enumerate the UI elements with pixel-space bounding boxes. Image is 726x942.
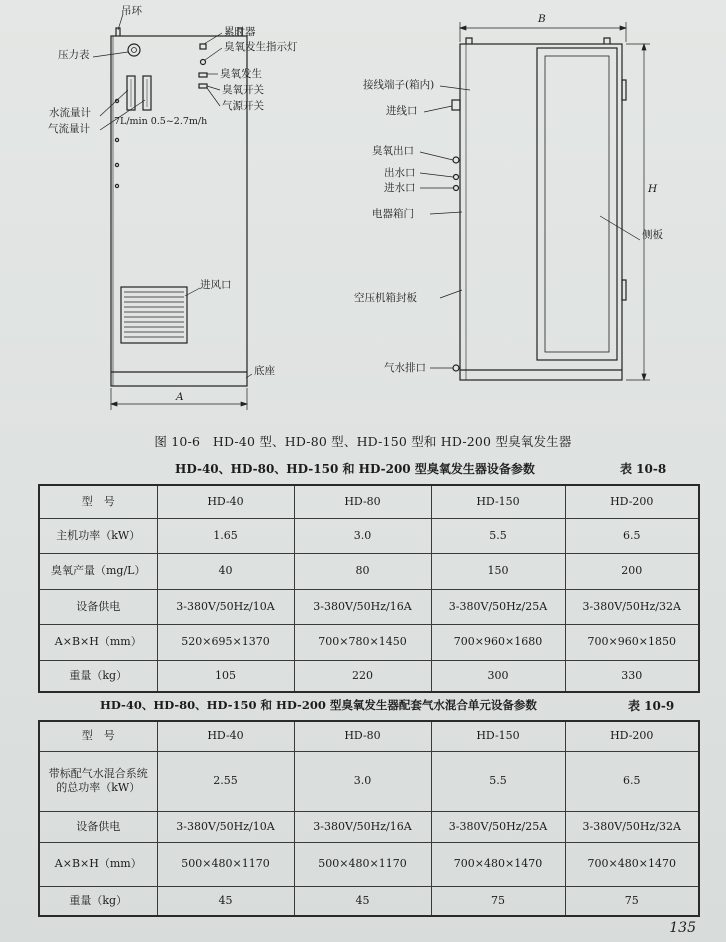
label-water-flowmeter: 水流量计 <box>49 107 91 119</box>
table-cell: 45 <box>294 886 431 916</box>
table-cell: 500×480×1170 <box>294 842 431 886</box>
label-gas-switch: 气源开关 <box>222 100 264 112</box>
table-cell: 150 <box>431 553 565 589</box>
table-row <box>39 811 699 842</box>
table-cell: 330 <box>565 660 699 692</box>
label-cabinet-door: 电器箱门 <box>372 208 414 220</box>
label-hanger: 吊环 <box>121 5 142 17</box>
label-ozone-generation: 臭氧发生 <box>220 68 262 80</box>
table-cell: 6.5 <box>565 518 699 553</box>
row-header: A×B×H（mm） <box>39 624 157 660</box>
label-timer: 累时器 <box>224 26 256 38</box>
table-header-row <box>39 485 699 518</box>
row-header: A×B×H（mm） <box>39 842 157 886</box>
table-row <box>39 886 699 916</box>
label-compressor-plate: 空压机箱封板 <box>354 292 417 304</box>
table-row <box>39 624 699 660</box>
label-air-inlet: 进风口 <box>200 279 232 291</box>
table-cell: 75 <box>565 886 699 916</box>
table-row <box>39 589 699 624</box>
table-row <box>39 553 699 589</box>
table-cell: 1.65 <box>157 518 294 553</box>
row-header: 重量（kg） <box>39 886 157 916</box>
row-header: 主机功率（kW） <box>39 518 157 553</box>
table2-title: HD-40、HD-80、HD-150 和 HD-200 型臭氧发生器配套气水混合单元设备参数 <box>100 698 537 712</box>
table-cell: 520×695×1370 <box>157 624 294 660</box>
table2 <box>38 720 700 917</box>
label-base: 底座 <box>254 365 275 377</box>
table-cell: 3.0 <box>294 751 431 811</box>
table-cell: 105 <box>157 660 294 692</box>
row-header: 臭氧产量（mg/L） <box>39 553 157 589</box>
table-cell: 3-380V/50Hz/10A <box>157 811 294 842</box>
label-water-outlet: 出水口 <box>384 167 416 179</box>
table-cell: 40 <box>157 553 294 589</box>
table-cell: 700×960×1850 <box>565 624 699 660</box>
table-cell: 3-380V/50Hz/32A <box>565 589 699 624</box>
label-ozone-indicator: 臭氧发生指示灯 <box>224 41 298 53</box>
table-cell: 2.55 <box>157 751 294 811</box>
table-cell: 700×480×1470 <box>565 842 699 886</box>
table-header-cell: HD-200 <box>565 721 699 751</box>
table-header-row <box>39 721 699 751</box>
table-cell: 700×780×1450 <box>294 624 431 660</box>
table-cell: 80 <box>294 553 431 589</box>
table-cell: 200 <box>565 553 699 589</box>
table-cell: 700×480×1470 <box>431 842 565 886</box>
table-header-cell: HD-80 <box>294 721 431 751</box>
label-terminal: 接线端子(箱内) <box>363 79 435 91</box>
table-cell: 6.5 <box>565 751 699 811</box>
table-cell: 3-380V/50Hz/10A <box>157 589 294 624</box>
table1-title: HD-40、HD-80、HD-150 和 HD-200 型臭氧发生器设备参数 <box>175 462 535 476</box>
label-ozone-outlet: 臭氧出口 <box>372 145 414 157</box>
row-header: 重量（kg） <box>39 660 157 692</box>
table-cell: 3-380V/50Hz/25A <box>431 589 565 624</box>
table-row <box>39 842 699 886</box>
table-cell: 300 <box>431 660 565 692</box>
row-header: 设备供电 <box>39 589 157 624</box>
dimension-a: A <box>176 391 184 403</box>
label-ozone-switch: 臭氧开关 <box>222 84 264 96</box>
table-cell: 5.5 <box>431 518 565 553</box>
table-header-cell: HD-40 <box>157 721 294 751</box>
label-gas-flowmeter: 气流量计 <box>48 123 90 135</box>
label-inlet-line: 进线口 <box>386 105 418 117</box>
page-number: 135 <box>669 920 696 936</box>
label-flow-range: 7L/min 0.5~2.7m/h <box>114 116 208 127</box>
table-cell: 500×480×1170 <box>157 842 294 886</box>
table-cell: 3.0 <box>294 518 431 553</box>
table1-number: 表 10-8 <box>620 462 667 476</box>
label-gas-water-drain: 气水排口 <box>384 362 426 374</box>
dimension-b: B <box>538 13 546 25</box>
dimension-h: H <box>648 183 658 195</box>
table-cell: 5.5 <box>431 751 565 811</box>
table-cell: 45 <box>157 886 294 916</box>
label-water-inlet: 进水口 <box>384 182 416 194</box>
table-cell: 75 <box>431 886 565 916</box>
table-row <box>39 518 699 553</box>
table-header-cell: HD-150 <box>431 721 565 751</box>
table1 <box>38 484 700 693</box>
table-cell: 700×960×1680 <box>431 624 565 660</box>
table-header-cell: 型 号 <box>39 721 157 751</box>
row-header: 设备供电 <box>39 811 157 842</box>
table-header-cell: 型 号 <box>39 485 157 518</box>
side-view-drawing <box>0 0 726 430</box>
table-cell: 3-380V/50Hz/16A <box>294 811 431 842</box>
table-header-cell: HD-150 <box>431 485 565 518</box>
table-cell: 3-380V/50Hz/16A <box>294 589 431 624</box>
table-header-cell: HD-40 <box>157 485 294 518</box>
table-row <box>39 660 699 692</box>
table-row <box>39 751 699 811</box>
table-cell: 3-380V/50Hz/25A <box>431 811 565 842</box>
figure-caption: 图 10-6 HD-40 型、HD-80 型、HD-150 型和 HD-200 型臭氧发生器 <box>154 434 572 449</box>
table-cell: 220 <box>294 660 431 692</box>
label-side-panel: 侧板 <box>642 229 663 241</box>
row-header: 带标配气水混合系统的总功率（kW） <box>39 751 157 811</box>
table2-number: 表 10-9 <box>628 699 675 713</box>
table-header-cell: HD-200 <box>565 485 699 518</box>
table-header-cell: HD-80 <box>294 485 431 518</box>
table-cell: 3-380V/50Hz/32A <box>565 811 699 842</box>
label-pressure-gauge: 压力表 <box>58 49 90 61</box>
